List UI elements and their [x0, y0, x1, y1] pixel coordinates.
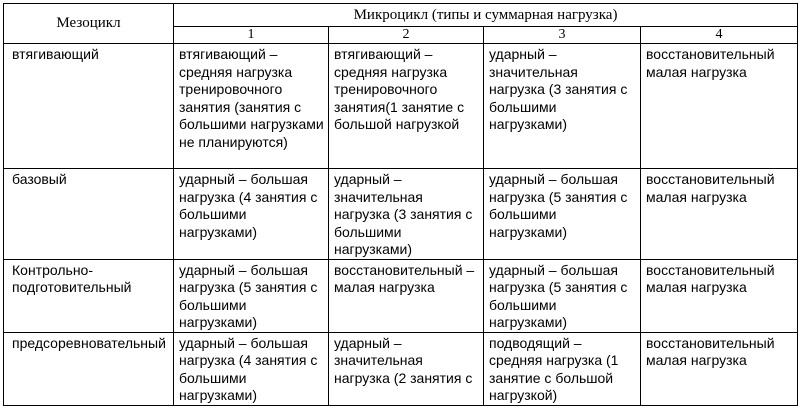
table-row — [4, 332, 798, 405]
table-cell: ударный – большая нагрузка (5 занятия с большими нагрузками) — [174, 259, 329, 332]
mesocycle-name: Контрольно-подготовительный — [4, 259, 174, 332]
table-cell: ударный – большая нагрузка (5 занятия с большими нагрузками) — [484, 259, 641, 332]
header-microcycle: Микроцикл (типы и суммарная нагрузка) — [174, 4, 798, 27]
header-row — [4, 4, 798, 27]
mesocycle-name: предсоревновательный — [4, 332, 174, 405]
header-column-number: 4 — [641, 27, 798, 44]
table-cell: втягивающий – средняя нагрузка тренировочного занятия (занятия с большими нагрузками не планируются) — [174, 44, 329, 169]
table-row — [4, 259, 798, 332]
table-cell: ударный – большая нагрузка (5 занятия с большими нагрузками) — [484, 169, 641, 260]
header-column-number: 1 — [174, 27, 329, 44]
table-cell: подводящий – средняя нагрузка (1 занятие с большой нагрузкой) — [484, 332, 641, 405]
table-row — [4, 44, 798, 169]
table-cell: восстановительный малая нагрузка — [641, 44, 798, 169]
table-cell: ударный – значительная нагрузка (2 занятия с — [329, 332, 484, 405]
table-row — [4, 169, 798, 260]
header-column-number: 2 — [329, 27, 484, 44]
table-cell: ударный – значительная нагрузка (3 занятия с большими нагрузками) — [329, 169, 484, 260]
header-mesocycle: Мезоцикл — [4, 4, 174, 44]
table-cell: восстановительный малая нагрузка — [641, 332, 798, 405]
mesocycle-table — [3, 3, 798, 406]
table-cell: восстановительный малая нагрузка — [641, 169, 798, 260]
table-cell: восстановительный – малая нагрузка — [329, 259, 484, 332]
mesocycle-name: втягивающий — [4, 44, 174, 169]
table-cell: восстановительный малая нагрузка — [641, 259, 798, 332]
table-cell: втягивающий – средняя нагрузка тренировочного занятия(1 занятие с большой нагрузкой — [329, 44, 484, 169]
mesocycle-name: базовый — [4, 169, 174, 260]
table-cell: ударный – большая нагрузка (4 занятия с большими нагрузками) — [174, 169, 329, 260]
table-cell: ударный – значительная нагрузка (3 занятия с большими нагрузками) — [484, 44, 641, 169]
table-cell: ударный – большая нагрузка (4 занятия с большими нагрузками) — [174, 332, 329, 405]
header-column-number: 3 — [484, 27, 641, 44]
